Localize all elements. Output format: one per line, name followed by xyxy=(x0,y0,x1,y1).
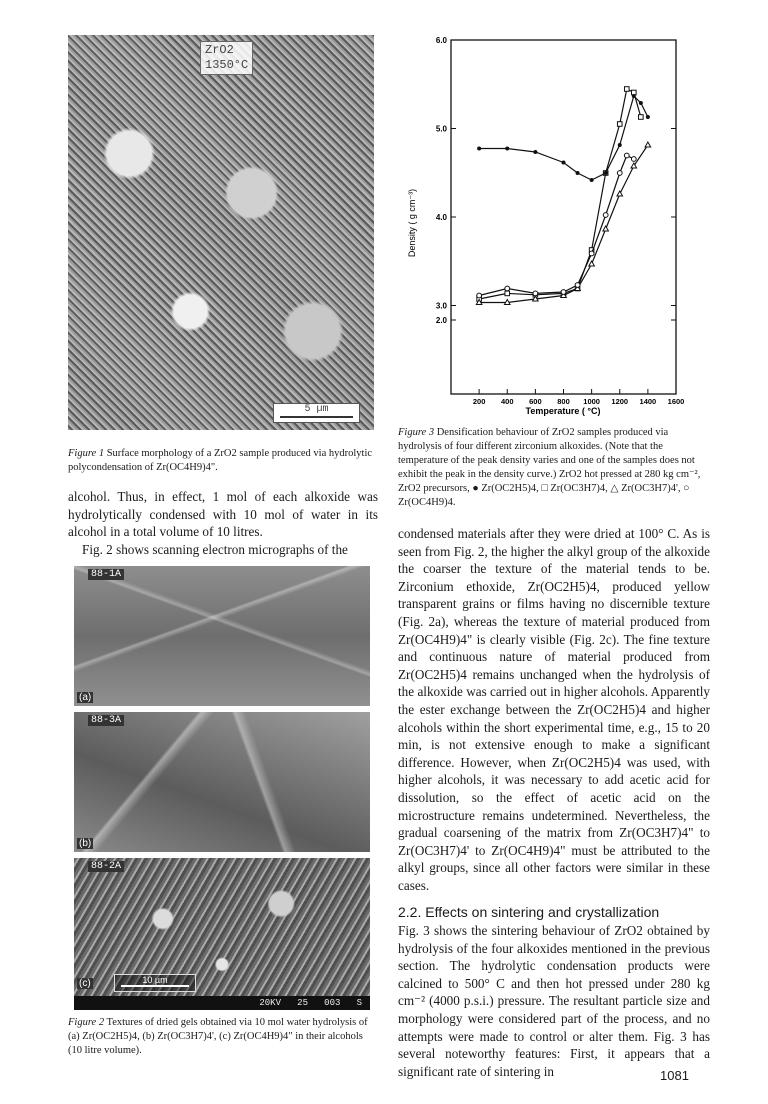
figure2-panel-a-tag: 88-1A xyxy=(88,569,124,580)
y-tick-label: 4.0 xyxy=(435,213,447,222)
data-point-square xyxy=(624,87,629,92)
data-point-dot xyxy=(576,171,580,175)
figure1-scalebar xyxy=(273,403,360,423)
figure2-caption xyxy=(68,1016,378,1058)
y-axis-label: Density ( g cm⁻³) xyxy=(407,188,417,258)
figure1-label-temp: 1350°C xyxy=(205,58,249,72)
data-point-circle xyxy=(624,153,629,158)
data-point-dot xyxy=(632,94,636,98)
figure2-caption-lead: Figure 2 xyxy=(68,1017,105,1028)
data-point-dot xyxy=(533,150,537,154)
data-point-dot xyxy=(604,171,608,175)
series-line xyxy=(479,89,641,299)
figure1-label-box xyxy=(200,41,253,75)
data-point-circle xyxy=(603,213,608,218)
right-paragraph-1: condensed materials after they were dried at 100° C. As is seen from Fig. 2, the higher the alkyl group of the alkoxide the coarser the texture of the material tends to be. Zirconium ethoxide, Zr(OC2H5)4, produced yellow transparent grains or films having no discernible texture (Fig. 2a), whereas the texture of material produced from Zr(OC4H9)4" is clearly visible (Fig. 2c). The fine texture and continuous nature of material produced from Zr(OC2H5)4 remains unchanged when the hydrolysis of the alkoxide was carried out in higher alcohols. Apparently the ester exchange between the Zr(OC2H5)4 and higher alcohols within the short experimental time, e.g., 15 to 20 min, is not extensive enough to make a significant difference. However, when Zr(OC2H5)4 was used, with higher alcohols, it was necessary to add acetic acid for dissolution, so the effect of acetic acid on the microstructure remains undetermined. Nevertheless, the gradual coarsening of the matrix from Zr(OC3H7)4" to Zr(OC3H7)4' to Zr(OC4H9)4" must be attributed to the alkyl groups, since all other factors were similar in these cases. xyxy=(398,526,710,893)
data-point-dot xyxy=(618,143,622,147)
figure2-panel-a-label: (a) xyxy=(79,692,92,703)
data-point-circle xyxy=(617,171,622,176)
left-paragraph-2: Fig. 2 shows scanning electron micrographs of the xyxy=(82,541,348,557)
data-point-circle xyxy=(631,157,636,162)
data-point-circle xyxy=(533,291,538,296)
data-point-circle xyxy=(575,283,580,288)
y-axis-ticks xyxy=(436,36,676,325)
data-point-dot xyxy=(505,147,509,151)
data-point-triangle xyxy=(645,142,651,147)
figure2-panel-c-label: (c) xyxy=(79,978,91,989)
right-column-text xyxy=(398,525,710,1080)
figure2-panel-c-tag: 88-2A xyxy=(88,861,124,872)
x-tick-label: 600 xyxy=(529,397,542,406)
y-tick-label: 2.0 xyxy=(435,316,447,325)
data-point-triangle xyxy=(617,191,623,196)
data-point-circle xyxy=(477,293,482,298)
data-point-square xyxy=(639,115,644,120)
y-tick-label: 3.0 xyxy=(435,301,447,311)
y-tick-label: 6.0 xyxy=(435,36,447,45)
figure1-scalebar-label: 5 µm xyxy=(304,404,329,415)
data-point-square xyxy=(617,122,622,127)
data-point-triangle xyxy=(504,300,510,305)
data-point-circle xyxy=(561,290,566,295)
figure3-caption-text: Densification behaviour of ZrO2 samples produced via hydrolysis of four different zirconium alkoxides. (Note that the temperature of the peak density varies and one of the samples does not exhibit the peak in the density curve.) ZrO2 hot pressed at 280 kg cm⁻², ZrO2 precursors, ● Zr(OC2H5)4, □ Zr(OC3H7)4, △ Zr(OC3H7)4', ○ Zr(OC4H9)4. xyxy=(398,427,701,508)
x-axis-label: Temperature ( °C) xyxy=(525,406,601,416)
left-paragraph-1: alcohol. Thus, in effect, 1 mol of each alkoxide was hydrolytically condensed with 10 mol of water in its alcohol in a total volume of 10 litres. xyxy=(68,489,378,540)
figure2-panel-a xyxy=(74,566,370,706)
x-tick-label: 1600 xyxy=(667,397,685,406)
figure2-footer: 20KV 25 003 S xyxy=(74,996,370,1010)
figure2-panel-b xyxy=(74,712,370,852)
figure3-caption xyxy=(398,426,710,510)
figure2-scalebar xyxy=(114,974,196,992)
figure1-caption-text: Surface morphology of a ZrO2 sample produced via hydrolytic polycondensation of Zr(OC4H9)4". xyxy=(68,448,373,473)
x-tick-label: 800 xyxy=(557,397,570,406)
data-point-triangle xyxy=(589,261,595,266)
figure3-caption-lead: Figure 3 xyxy=(398,427,435,438)
x-tick-label: 1200 xyxy=(611,397,629,406)
data-point-triangle xyxy=(603,226,609,231)
figure1-caption-lead: Figure 1 xyxy=(68,448,105,459)
x-tick-label: 400 xyxy=(500,397,514,406)
data-point-circle xyxy=(505,286,510,291)
x-tick-label: 1000 xyxy=(583,397,600,406)
data-point-circle xyxy=(589,251,594,256)
left-column-text xyxy=(68,488,378,558)
chart-frame xyxy=(451,40,676,394)
figure1-label-material: ZrO2 xyxy=(205,43,234,57)
x-tick-label: 200 xyxy=(472,397,486,406)
data-point-square xyxy=(505,291,510,296)
figure2-caption-text: Textures of dried gels obtained via 10 mol water hydrolysis of (a) Zr(OC2H5)4, (b) Zr(OC3H7)4', (c) Zr(OC4H9)4" in their alcohols (10 litre volume). xyxy=(68,1017,368,1056)
data-point-dot xyxy=(646,115,650,119)
data-point-dot xyxy=(639,101,643,105)
figure1-micrograph xyxy=(68,35,374,430)
figure2-panel-b-label: (b) xyxy=(79,838,92,849)
figure3-chart xyxy=(395,28,715,423)
series-line xyxy=(479,145,648,303)
y-tick-label: 5.0 xyxy=(435,124,447,134)
figure1-caption xyxy=(68,447,378,475)
section-heading: 2.2. Effects on sintering and crystallization xyxy=(398,904,660,921)
page-number: 1081 xyxy=(660,1068,689,1083)
right-paragraph-2: Fig. 3 shows the sintering behaviour of ZrO2 obtained by hydrolysis of the four alkoxides mentioned in the previous section. The hydrolytic condensation products were calcined to 500° C and then hot pressed under 280 kg cm⁻² (4000 p.s.i.) pressure. The resultant particle size and morphology were considered part of the process, and no attempts were made to control or alter them. Fig. 3 has several noteworthy features: First, it appears that a significant rate of sintering in xyxy=(398,923,710,1079)
figure2-panel-c xyxy=(74,858,370,1010)
x-axis-ticks xyxy=(473,389,684,406)
figure2-panel-b-tag: 88-3A xyxy=(88,715,124,726)
data-point-dot xyxy=(590,178,594,182)
figure2-scalebar-label: 10 µm xyxy=(142,975,168,985)
series-line xyxy=(479,156,634,296)
data-point-dot xyxy=(562,161,566,165)
chart-series xyxy=(476,87,650,305)
x-tick-label: 1400 xyxy=(639,397,657,406)
data-point-dot xyxy=(477,147,481,151)
